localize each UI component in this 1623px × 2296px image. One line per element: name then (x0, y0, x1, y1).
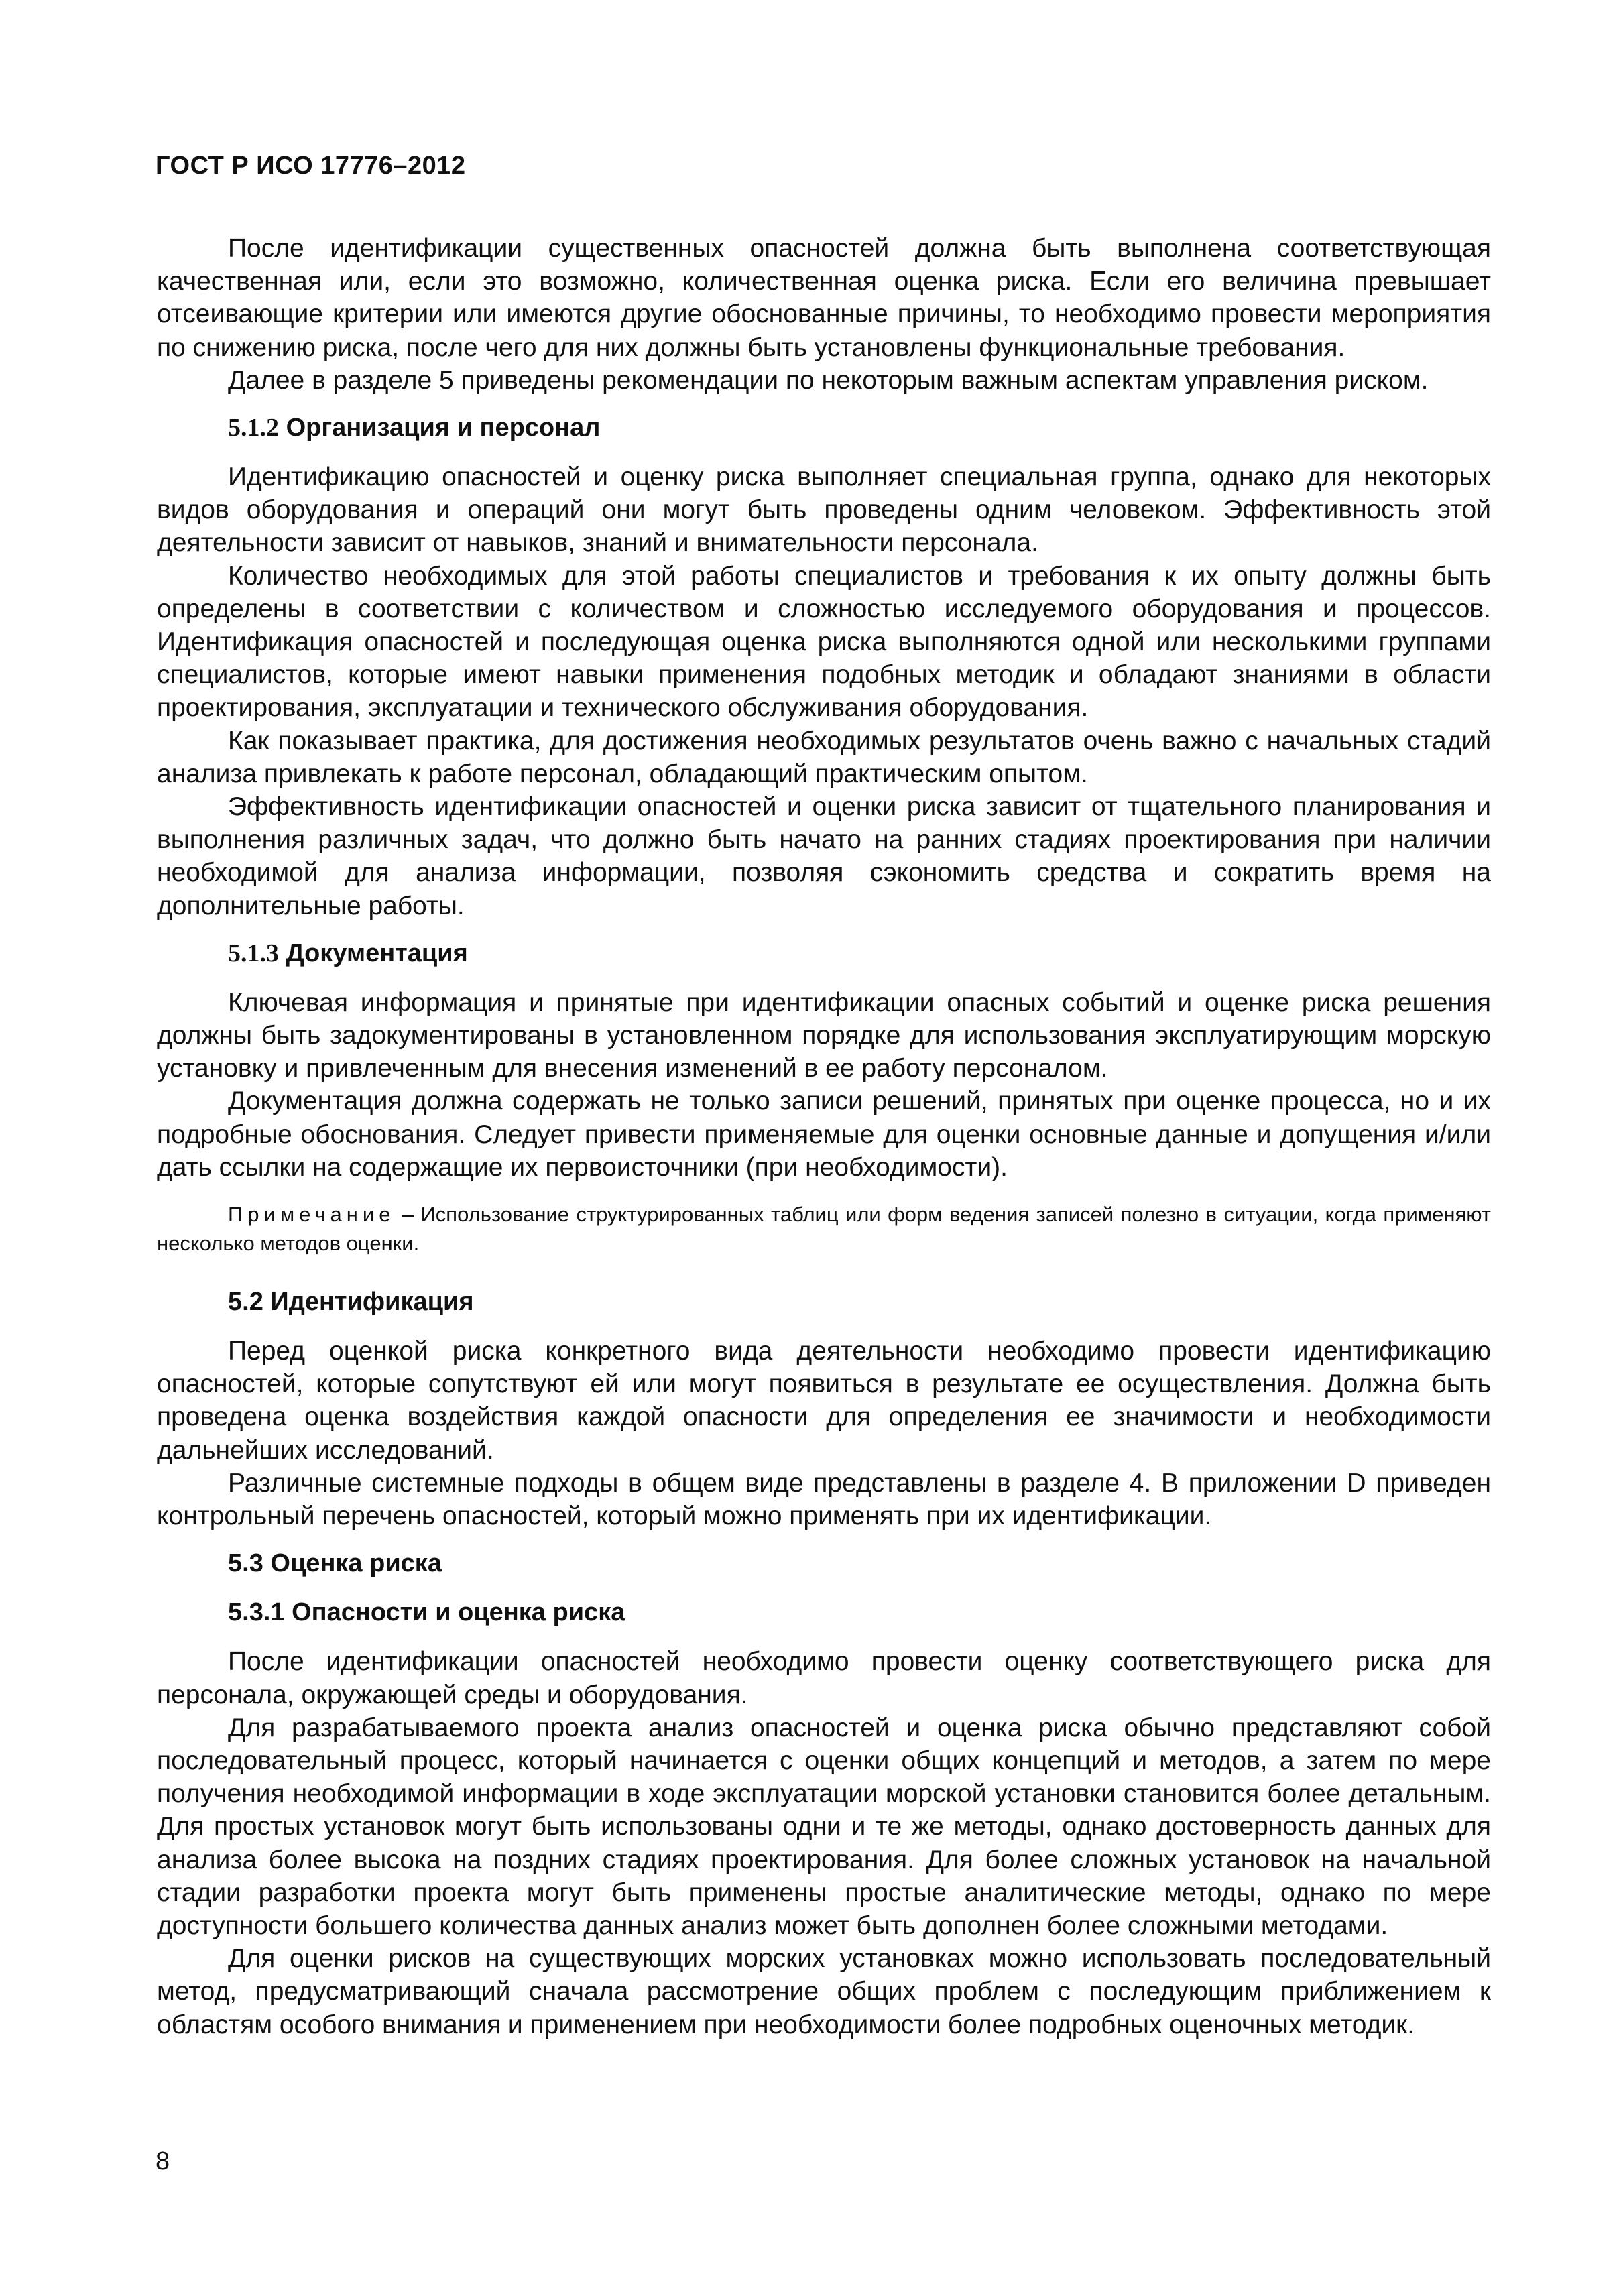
paragraph: Документация должна содержать не только записи решений, принятых при оценке процесса, но и их подробные обоснования. Следует привести применяемые для оценки основные данные и допущения и/или дать ссылки на содержащие их первоисточники (при необходимости). (157, 1087, 1491, 1182)
section-title: Организация и персонал (286, 414, 601, 442)
paragraph: Перед оценкой риска конкретного вида деятельности необходимо провести идентификацию опасностей, которые сопутствуют ей или могут появиться в результате ее осуществления. Должна быть проведена оценка воздействия каждой опасности для определения ее значимости и необходимости дальнейших исследований. (157, 1337, 1491, 1465)
page-number: 8 (156, 2147, 170, 2175)
section-title: Оценка риска (270, 1549, 442, 1578)
paragraph: Идентификацию опасностей и оценку риска выполняет специальная группа, однако для некоторых видов оборудования и операций они могут быть проведены одним человеком. Эффективность этой деятельности зависит от навыков, знаний и внимательности персонала. (157, 463, 1491, 558)
note (157, 1200, 1491, 1258)
section-number: 5.3.1 (228, 1598, 285, 1627)
note-label: Примечание (228, 1203, 396, 1227)
section-heading (157, 937, 1491, 970)
paragraph: После идентификации опасностей необходимо провести оценку соответствующего риска для персонала, окружающей среды и оборудования. (157, 1647, 1491, 1709)
paragraph: Как показывает практика, для достижения необходимых результатов очень важно с начальных стадий анализа привлекать к работе персонал, обладающий практическим опытом. (157, 726, 1491, 788)
paragraph: Далее в разделе 5 приведены рекомендации по некоторым важным аспектам управления риском. (228, 365, 1429, 395)
section-heading (157, 1547, 1491, 1580)
section-heading (157, 1596, 1491, 1629)
paragraph: Ключевая информация и принятые при идентификации опасных событий и оценке риска решения должны быть задокументированы в установленном порядке для использования эксплуатирующим морскую установку и привлеченным для внесения изменений в ее работу персоналом. (157, 987, 1491, 1083)
note-text: – Использование структурированных таблиц или форм ведения записей полезно в ситуации, когда применяют несколько методов оценки. (157, 1203, 1491, 1256)
section-number: 5.2 (228, 1288, 263, 1317)
paragraph: Различные системные подходы в общем виде представлены в разделе 4. В приложении D приведен контрольный перечень опасностей, который можно применять при их идентификации. (157, 1468, 1491, 1531)
section-number: 5.1.3 (228, 939, 279, 967)
document-body (157, 232, 1491, 2041)
paragraph: Для разрабатываемого проекта анализ опасностей и оценка риска обычно представляют собой последовательный процесс, который начинается с оценки общих концепций и методов, а затем по мере получения необходимой информации в ходе эксплуатации морской установки становится более детальным. Для простых установок могут быть использованы одни и те же методы, однако достоверность данных для анализа более высока на поздних стадиях проектирования. Для более сложных установок на начальной стадии разработки проекта могут быть применены простые аналитические методы, однако по мере доступности большего количества данных анализ может быть дополнен более сложными методами. (157, 1713, 1491, 1940)
section-title: Опасности и оценка риска (292, 1598, 625, 1627)
paragraph: После идентификации существенных опасностей должна быть выполнена соответствующая качественная или, если это возможно, количественная оценка риска. Если его величина превышает отсеивающие критерии или имеются другие обоснованные причины, то необходимо провести мероприятия по снижению риска, после чего для них должны быть установлены функциональные требования. (157, 234, 1491, 362)
section-number: 5.1.2 (228, 414, 279, 442)
paragraph: Эффективность идентификации опасностей и оценки риска зависит от тщательного планирования и выполнения различных задач, что должно быть начато на ранних стадиях проектирования при наличии необходимой для анализа информации, позволяя сэкономить средства и сократить время на дополнительные работы. (157, 792, 1491, 920)
section-title: Документация (286, 939, 468, 967)
section-title: Идентификация (270, 1288, 474, 1317)
section-heading (157, 412, 1491, 444)
section-number: 5.3 (228, 1549, 263, 1578)
section-heading (157, 1286, 1491, 1319)
standard-header: ГОСТ Р ИСО 17776–2012 (156, 152, 466, 180)
paragraph: Для оценки рисков на существующих морских установках можно использовать последовательный метод, предусматривающий сначала рассмотрение общих проблем с последующим приближением к областям особого внимания и применением при необходимости более подробных оценочных методик. (157, 1944, 1491, 2039)
paragraph: Количество необходимых для этой работы специалистов и требования к их опыту должны быть определены в соответствии с количеством и сложностью исследуемого оборудования и процессов. Идентификация опасностей и последующая оценка риска выполняются одной или несколькими группами специалистов, которые имеют навыки применения подобных методик и обладают знаниями в области проектирования, эксплуатации и технического обслуживания оборудования. (157, 561, 1491, 723)
